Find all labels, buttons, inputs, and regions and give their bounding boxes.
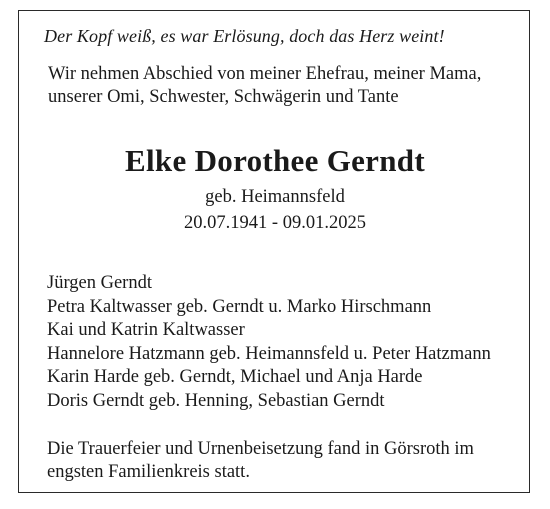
mourner-item: Jürgen Gerndt xyxy=(47,273,152,293)
mourner-item: Hannelore Hatzmann geb. Heimannsfeld u. Peter Hatzmann xyxy=(47,343,491,364)
mourner-item: Kai und Katrin Kaltwasser xyxy=(47,320,245,340)
mourner-item: Petra Kaltwasser geb. Gerndt u. Marko Hirschmann xyxy=(47,296,432,317)
mourners-list xyxy=(47,272,491,413)
deceased-dates: 20.07.1941 - 09.01.2025 xyxy=(184,213,366,233)
intro-text xyxy=(48,63,481,109)
mourner-item: Karin Harde geb. Gerndt, Michael und Anja Harde xyxy=(47,367,423,387)
deceased-birth-name: geb. Heimannsfeld xyxy=(205,187,345,207)
intro-line: Wir nehmen Abschied von meiner Ehefrau, meiner Mama, xyxy=(48,64,482,84)
motto: Der Kopf weiß, es war Erlösung, doch das Herz weint! xyxy=(44,26,445,46)
closing-line: engsten Familienkreis statt. xyxy=(47,462,250,482)
intro-line: unserer Omi, Schwester, Schwägerin und Tante xyxy=(48,87,399,107)
deceased-name: Elke Dorothee Gerndt xyxy=(125,143,425,178)
closing-note xyxy=(47,438,474,484)
mourner-item: Doris Gerndt geb. Henning, Sebastian Gerndt xyxy=(47,390,385,411)
closing-line: Die Trauerfeier und Urnenbeisetzung fand in Görsroth im xyxy=(47,439,474,459)
